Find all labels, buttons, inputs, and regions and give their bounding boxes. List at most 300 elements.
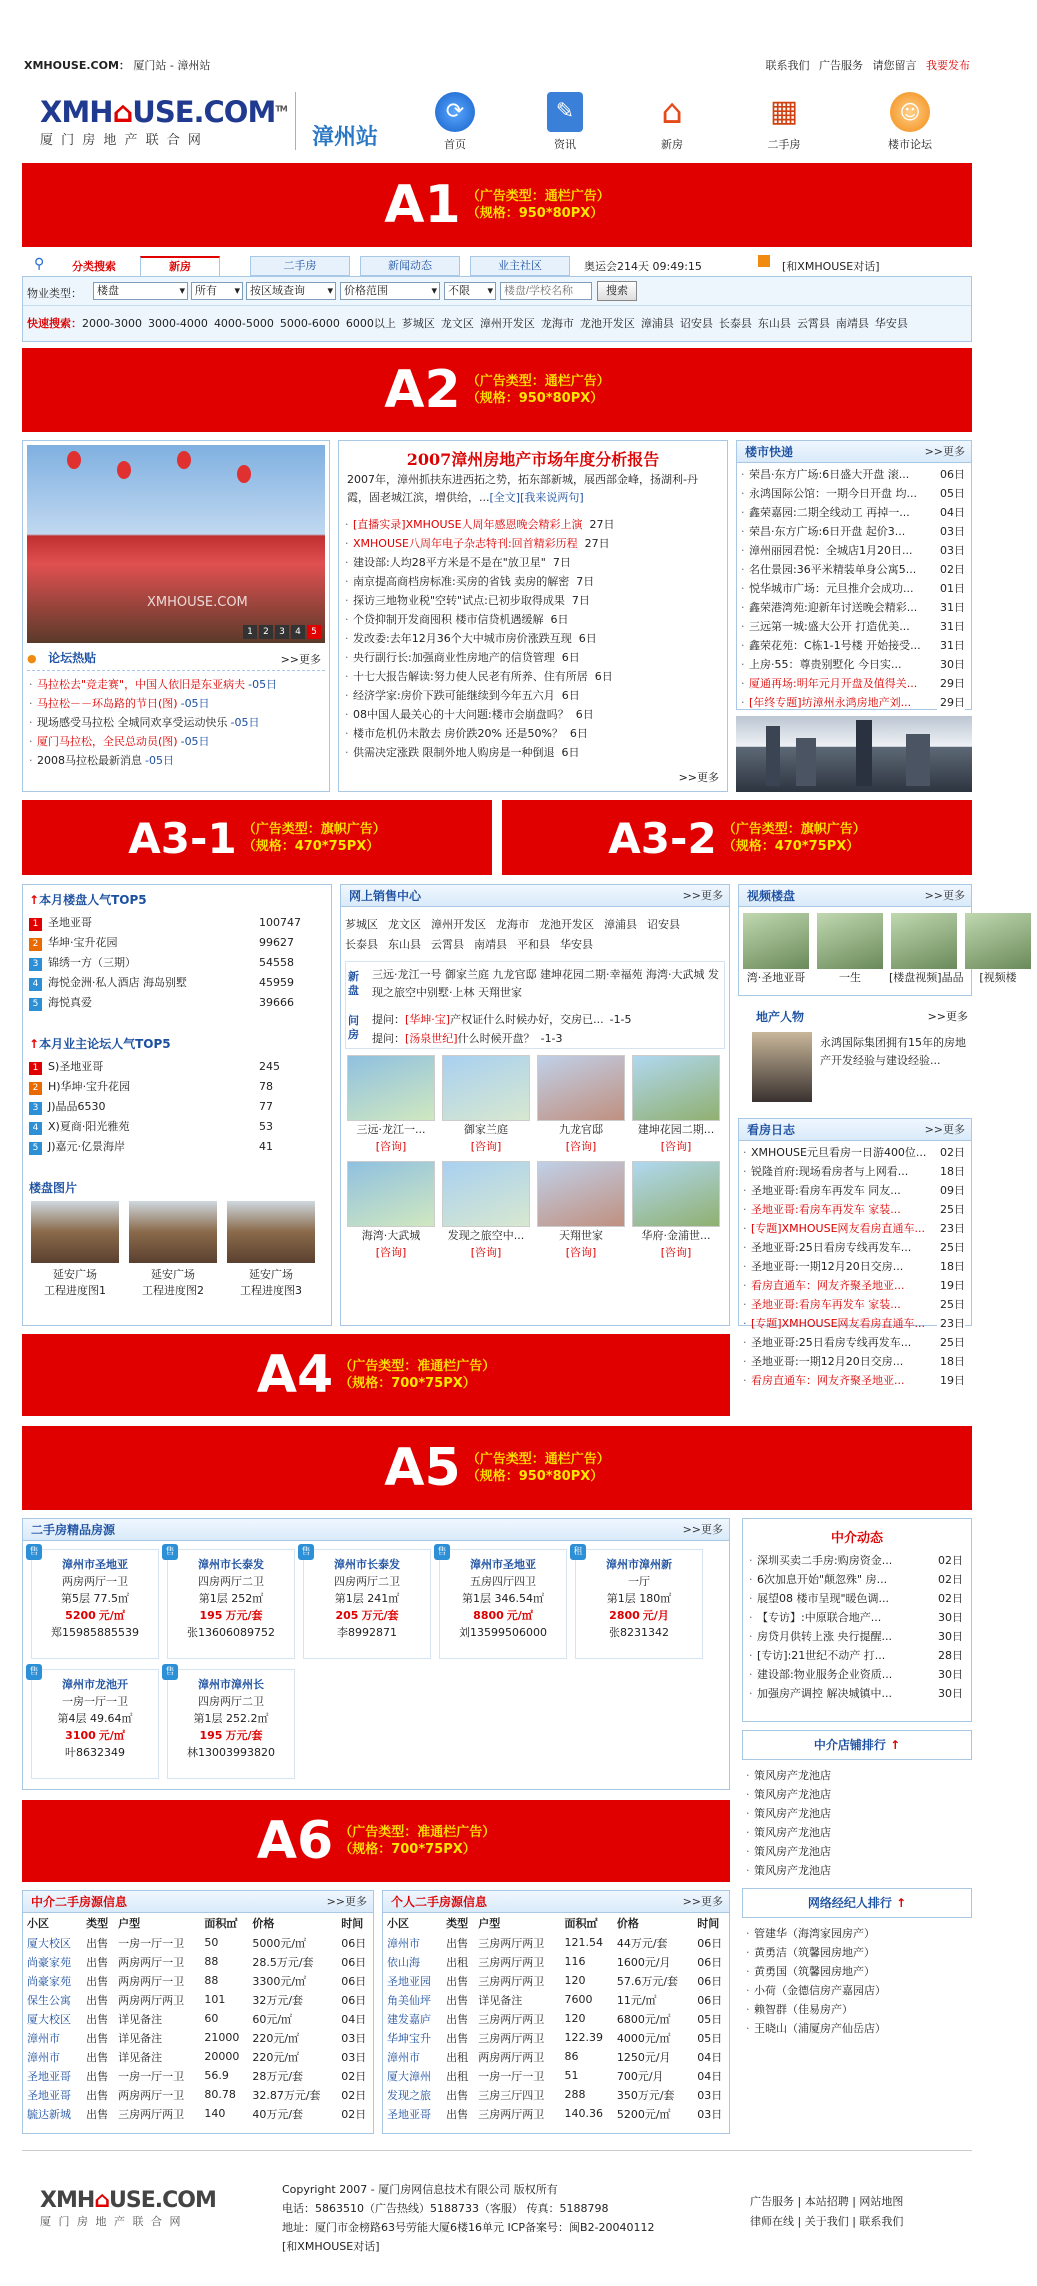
speaker-icon — [758, 255, 770, 267]
news-item-text: 建设部:人均28平方米是不是在"放卫星" — [353, 556, 546, 569]
property-card[interactable] — [345, 1161, 437, 1261]
table-row[interactable] — [383, 2085, 729, 2104]
news-item-text: 供需决定涨跌 限制外地人购房是一种倒退 — [353, 746, 555, 759]
resale-card[interactable] — [303, 1549, 431, 1659]
forum-hot-item-text: 厦门马拉松，全民总动员(图) — [37, 735, 178, 748]
diary-list — [739, 1141, 971, 1387]
table-cell: 详见备注 — [118, 2050, 163, 2064]
footer-sitemap-link[interactable]: 网站地图 — [859, 2195, 904, 2208]
video-thumb — [743, 913, 809, 969]
area-link[interactable]: 平和县 — [517, 938, 550, 951]
area-select[interactable] — [246, 282, 336, 300]
post-link[interactable]: 我要发布 — [926, 59, 970, 72]
forum-hot-item-text: 马拉松去"竞走赛"，中国人依旧是东亚病夫 — [37, 678, 246, 691]
footer-logo[interactable]: XMH⌂USE.COM 厦 门 房 地 产 联 合 网 — [40, 2188, 260, 2229]
property-consult[interactable]: [咨询] — [660, 1140, 692, 1153]
rank-number: 3 — [29, 1102, 42, 1115]
table-row[interactable] — [383, 1990, 729, 2009]
footer-contact-link[interactable]: 联系我们 — [859, 2215, 904, 2228]
broker-rank-item[interactable]: · 黄勇国（筑馨园房地产） — [744, 1962, 970, 1981]
rank-row[interactable] — [29, 933, 325, 953]
table-row[interactable] — [383, 1952, 729, 1971]
market-item[interactable] — [739, 579, 969, 598]
table-cell: 1600元/月 — [616, 1955, 671, 1969]
ad-a31-spec: （规格：470*75PX） — [242, 839, 380, 854]
forum-hot-more[interactable]: >>更多 — [280, 653, 321, 666]
table-row[interactable] — [383, 1933, 729, 1952]
focus-page-2[interactable]: 2 — [259, 625, 273, 639]
broker-rank-item[interactable]: · 赖智群（佳易房产） — [744, 2000, 970, 2019]
property-card[interactable] — [535, 1161, 627, 1261]
table-row[interactable] — [383, 2028, 729, 2047]
diary-more[interactable]: >>更多 — [924, 1123, 965, 1136]
news-item[interactable] — [343, 743, 723, 762]
photo-card[interactable] — [29, 1201, 121, 1299]
quick-link[interactable]: 龙海市 — [540, 317, 574, 330]
market-item[interactable] — [739, 655, 969, 674]
photo-caption-sub: 工程进度图2 — [142, 1284, 204, 1297]
property-consult[interactable]: [咨询] — [660, 1246, 692, 1259]
resale-card[interactable] — [439, 1549, 567, 1659]
property-card[interactable] — [440, 1055, 532, 1155]
resale-card[interactable] — [575, 1549, 703, 1659]
diary-item[interactable] — [741, 1200, 969, 1219]
diary-item-date: 25日 — [937, 1238, 965, 1257]
quick-link[interactable]: 漳浦县 — [640, 317, 674, 330]
table-cell: 03日 — [341, 2050, 367, 2064]
table-cell: 50 — [204, 1936, 219, 1949]
news-item[interactable] — [343, 534, 723, 553]
video-more[interactable]: >>更多 — [924, 889, 965, 902]
limit-select[interactable] — [444, 282, 496, 300]
focus-page-4[interactable]: 4 — [291, 625, 305, 639]
area-link[interactable]: 漳浦县 — [604, 918, 637, 931]
market-item[interactable] — [739, 636, 969, 655]
table-row[interactable] — [23, 2066, 373, 2085]
area-link[interactable]: 龙池开发区 — [539, 918, 594, 931]
table-row[interactable] — [383, 2009, 729, 2028]
news-item[interactable] — [343, 515, 723, 534]
table-cell: 厦大校区 — [27, 2012, 71, 2026]
nav-news[interactable] — [535, 92, 595, 152]
quick-link[interactable]: 云霄县 — [796, 317, 830, 330]
table-cell: 5000元/㎡ — [252, 1936, 307, 1950]
city-skyline-image — [736, 716, 972, 792]
nav-forum[interactable] — [880, 92, 940, 152]
agency-news-item[interactable] — [747, 1665, 967, 1684]
broker-rank-item[interactable]: · 王晓山（浦厦房产仙岳店） — [744, 2019, 970, 2038]
video-card[interactable] — [815, 913, 885, 987]
headline-title[interactable]: 2007漳州房地产市场年度分析报告 — [406, 450, 660, 469]
resale-card[interactable] — [31, 1549, 159, 1659]
diary-item[interactable] — [741, 1295, 969, 1314]
ad-a1[interactable] — [22, 163, 972, 247]
price-select[interactable] — [340, 282, 440, 300]
diary-item[interactable] — [741, 1333, 969, 1352]
broker-rank-item[interactable]: · 黄勇洁（筑馨园房地产） — [744, 1943, 970, 1962]
property-consult[interactable]: [咨询] — [470, 1246, 502, 1259]
logo-subtitle: 厦 门 房 地 产 联 合 网 — [40, 133, 203, 148]
ad-a3-1[interactable] — [22, 800, 492, 875]
table-cell: 56.9 — [204, 2069, 229, 2082]
table-row[interactable] — [383, 1971, 729, 1990]
news-list — [343, 515, 723, 762]
property-consult[interactable]: [咨询] — [470, 1140, 502, 1153]
table-row[interactable] — [383, 2104, 729, 2123]
news-item-date: 27日 — [587, 518, 615, 531]
table-cell: 角美仙坪 — [387, 1993, 431, 2007]
diary-item-date: 25日 — [937, 1295, 965, 1314]
ad-a4[interactable] — [22, 1334, 730, 1416]
news-item[interactable] — [343, 724, 723, 743]
table-cell: 出售 — [86, 1993, 109, 2007]
tab-resale[interactable]: 二手房 — [250, 256, 350, 276]
market-item[interactable] — [739, 541, 969, 560]
people-text[interactable]: 永鸿国际集团拥有15年的房地产开发经验与建设经验... — [820, 1036, 966, 1067]
table-cell: 101 — [204, 1993, 226, 2006]
footer-dialog-link[interactable]: [和XMHOUSE对话] — [282, 2240, 380, 2253]
forum-hot-item[interactable] — [27, 694, 325, 713]
table-header-cell: 面积㎡ — [564, 1917, 598, 1930]
area-link[interactable]: 东山县 — [388, 938, 421, 951]
diary-item[interactable] — [741, 1257, 969, 1276]
video-card[interactable] — [963, 913, 1033, 987]
ad-a2[interactable] — [22, 348, 972, 432]
quick-link[interactable]: 华安县 — [874, 317, 908, 330]
news-item[interactable] — [343, 591, 723, 610]
top-station-links[interactable]: 厦门站 - 漳州站 — [133, 59, 211, 72]
agency-news-item[interactable] — [747, 1570, 967, 1589]
video-card[interactable] — [741, 913, 811, 987]
table-row[interactable] — [23, 1933, 373, 1952]
news-item[interactable] — [343, 705, 723, 724]
video-panel — [738, 884, 1017, 996]
diary-item[interactable] — [741, 1276, 969, 1295]
area-link[interactable]: 龙文区 — [388, 918, 421, 931]
broker-rank-item[interactable]: · 小荷（金德信房产嘉园店） — [744, 1981, 970, 2000]
table-cell: 出售 — [446, 2031, 469, 2045]
area-link[interactable]: 诏安县 — [647, 918, 680, 931]
rank-number: 5 — [29, 998, 42, 1011]
property-consult[interactable]: [咨询] — [375, 1246, 407, 1259]
agency-rank-item[interactable]: · 策风房产龙池店 — [744, 1785, 970, 1804]
table-cell: 三房两厅两卫 — [478, 2012, 545, 2026]
quick-link[interactable]: 3000-4000 — [147, 317, 208, 330]
footer-ad-link[interactable]: 广告服务 — [750, 2195, 794, 2208]
agency-rank-item[interactable]: · 策风房产龙池店 — [744, 1861, 970, 1880]
footer-about-link[interactable]: 关于我们 — [804, 2215, 849, 2228]
table-cell: 7600 — [564, 1993, 593, 2006]
property-consult[interactable]: [咨询] — [375, 1140, 407, 1153]
resale-contact: 张8231342 — [609, 1626, 669, 1639]
property-name: 九龙官邸 — [559, 1123, 603, 1136]
rank-row[interactable] — [29, 1117, 325, 1137]
agency-news-item[interactable] — [747, 1646, 967, 1665]
table-cell: 两房两厅两卫 — [478, 2050, 545, 2064]
person-photo[interactable] — [752, 1032, 812, 1102]
agency-rank-item[interactable]: · 策风房产龙池店 — [744, 1766, 970, 1785]
ask-item[interactable] — [372, 1029, 722, 1048]
scope-select[interactable] — [191, 282, 243, 300]
agency-news-item-date: 30日 — [935, 1684, 963, 1703]
tab-news[interactable]: 新闻动态 — [360, 256, 460, 276]
table-cell: 06日 — [697, 1974, 723, 1988]
contact-link[interactable]: 联系我们 — [765, 59, 810, 72]
quick-link[interactable]: 6000以上 — [345, 317, 396, 330]
video-card[interactable] — [889, 913, 964, 987]
quick-link[interactable]: 龙池开发区 — [579, 317, 635, 330]
table-row[interactable] — [23, 2047, 373, 2066]
news-item[interactable] — [343, 648, 723, 667]
arrow-up-icon: ↑ — [29, 893, 40, 907]
news-more[interactable]: >>更多 — [678, 771, 719, 784]
focus-page-1[interactable]: 1 — [243, 625, 257, 639]
diary-item-text: 看房直通车：网友齐聚圣地亚... — [751, 1279, 905, 1292]
quick-link[interactable]: 4000-5000 — [213, 317, 274, 330]
diary-item[interactable] — [741, 1371, 969, 1390]
dialog-link[interactable]: [和XMHOUSE对话] — [782, 260, 880, 273]
property-consult[interactable]: [咨询] — [565, 1140, 597, 1153]
table-row[interactable] — [23, 2028, 373, 2047]
agency-news-item[interactable] — [747, 1627, 967, 1646]
table-row[interactable] — [383, 2047, 729, 2066]
quick-link[interactable]: 诏安县 — [679, 317, 713, 330]
market-item[interactable] — [739, 465, 969, 484]
diary-item-date: 09日 — [937, 1181, 965, 1200]
area-link[interactable]: 漳州开发区 — [431, 918, 486, 931]
diary-item[interactable] — [741, 1352, 969, 1371]
ad-a6[interactable] — [22, 1800, 730, 1882]
area-link[interactable]: 华安县 — [560, 938, 593, 951]
quick-link[interactable]: 5000-6000 — [279, 317, 340, 330]
table-cell: 06日 — [341, 1993, 367, 2007]
focus-image[interactable] — [27, 445, 325, 643]
market-item[interactable] — [739, 560, 969, 579]
property-card[interactable] — [630, 1161, 722, 1261]
photo-thumb — [129, 1201, 217, 1263]
table-cell: 1250元/月 — [616, 2050, 671, 2064]
diary-item[interactable] — [741, 1162, 969, 1181]
search-input[interactable] — [500, 282, 592, 300]
resale-location: 漳州市龙池开 — [62, 1678, 128, 1691]
news-item[interactable] — [343, 572, 723, 591]
table-cell: 出租 — [446, 1955, 469, 1969]
table-row[interactable] — [23, 1971, 373, 1990]
photo-card[interactable] — [225, 1201, 317, 1299]
nav-resale[interactable] — [754, 92, 814, 152]
quick-link[interactable]: 南靖县 — [835, 317, 869, 330]
forum-hot-item[interactable] — [27, 675, 325, 694]
resale-location: 漳州市圣地亚 — [62, 1558, 128, 1571]
agency-rank-item[interactable]: · 策风房产龙池店 — [744, 1823, 970, 1842]
personal-listing-table — [383, 1913, 729, 2123]
table-cell: 06日 — [341, 1974, 367, 1988]
focus-page-5[interactable]: 5 — [307, 625, 321, 639]
broker-rank-item[interactable]: · 管建华（海湾家园房产） — [744, 1924, 970, 1943]
resale-more[interactable]: >>更多 — [682, 1523, 723, 1536]
headline-full-link[interactable]: [全文] — [489, 491, 521, 504]
rank-row[interactable] — [29, 1057, 325, 1077]
rank-row[interactable] — [29, 1137, 325, 1157]
property-select[interactable] — [93, 282, 188, 300]
property-card[interactable] — [345, 1055, 437, 1155]
agency-news-item[interactable] — [747, 1589, 967, 1608]
diary-item[interactable] — [741, 1219, 969, 1238]
ad-a5-type: （广告类型：通栏广告） — [466, 1452, 610, 1467]
headline-comment-link[interactable]: [我来说两句] — [520, 491, 584, 504]
market-item[interactable] — [739, 693, 969, 712]
agency-rank-item[interactable]: · 策风房产龙池店 — [744, 1804, 970, 1823]
quick-link[interactable]: 东山县 — [757, 317, 791, 330]
market-item-text: 三远第一城:盛大公开 打造优美... — [749, 620, 910, 633]
nav-newhouse[interactable] — [642, 92, 702, 152]
ad-a5[interactable] — [22, 1426, 972, 1510]
resale-location: 漳州市圣地亚 — [470, 1558, 536, 1571]
agency-news-item[interactable] — [747, 1608, 967, 1627]
market-item-date: 02日 — [937, 560, 965, 579]
resale-card[interactable] — [31, 1669, 159, 1779]
property-consult[interactable]: [咨询] — [565, 1246, 597, 1259]
rank-row[interactable] — [29, 913, 325, 933]
price-select-value: 价格范围 — [344, 284, 388, 297]
agent-listing-table — [23, 1913, 373, 2123]
diary-item-text: [专题]XMHOUSE网友看房直通车... — [751, 1317, 926, 1330]
market-item[interactable] — [739, 674, 969, 693]
market-item[interactable] — [739, 522, 969, 541]
rank-row[interactable] — [29, 973, 325, 993]
diary-item-text: 圣地亚哥:一期12月20日交房... — [751, 1355, 904, 1368]
resale-type: 五房四厅四卫 — [470, 1575, 536, 1588]
market-item[interactable] — [739, 617, 969, 636]
forum-hot-item[interactable] — [27, 732, 325, 751]
property-card[interactable] — [630, 1055, 722, 1155]
agent-listing-more[interactable]: >>更多 — [326, 1895, 367, 1908]
diary-item[interactable] — [741, 1181, 969, 1200]
market-item[interactable] — [739, 484, 969, 503]
area-link[interactable]: 龙海市 — [496, 918, 529, 931]
personal-listing-more[interactable]: >>更多 — [682, 1895, 723, 1908]
diary-item[interactable] — [741, 1314, 969, 1333]
ask-label: 问房 — [348, 1014, 359, 1041]
home-refresh-icon: ⟳ — [435, 92, 475, 132]
quick-link[interactable]: 长泰县 — [718, 317, 752, 330]
table-cell: 出租 — [446, 2069, 469, 2083]
ad-a2-spec: （规格：950*80PX） — [466, 391, 604, 406]
agency-news-item-date: 02日 — [935, 1570, 963, 1589]
news-item[interactable] — [343, 686, 723, 705]
news-item[interactable] — [343, 553, 723, 572]
market-item[interactable] — [739, 598, 969, 617]
online-more[interactable]: >>更多 — [682, 889, 723, 902]
footer-logo-b: USE.COM — [109, 2188, 216, 2213]
search-button[interactable]: 搜索 — [597, 281, 637, 301]
footer-lawyer-link[interactable]: 律师在线 — [750, 2215, 794, 2228]
market-item[interactable] — [739, 503, 969, 522]
forum-hot-item[interactable] — [27, 713, 325, 732]
quick-link[interactable]: 2000-3000 — [82, 317, 142, 330]
resale-unit: 万元/套 — [225, 1609, 263, 1622]
property-card[interactable] — [535, 1055, 627, 1155]
diary-item[interactable] — [741, 1143, 969, 1162]
table-cell: 06日 — [341, 1936, 367, 1950]
rank-row[interactable] — [29, 1077, 325, 1097]
site-logo[interactable]: XMH⌂USE.COM™ 厦 门 房 地 产 联 合 网 — [40, 95, 287, 148]
table-row[interactable] — [23, 1990, 373, 2009]
table-cell: 厦大校区 — [27, 1936, 71, 1950]
agency-rank-item[interactable]: · 策风房产龙池店 — [744, 1842, 970, 1861]
resale-price: 5200 — [65, 1609, 96, 1622]
tab-community[interactable]: 业主社区 — [470, 256, 570, 276]
table-cell: 05日 — [697, 2031, 723, 2045]
quick-link[interactable]: 龙文区 — [440, 317, 474, 330]
table-row[interactable] — [23, 2104, 373, 2123]
news-notepad-icon: ✎ — [547, 92, 583, 132]
forum-hot-header — [27, 649, 325, 671]
property-card[interactable] — [440, 1161, 532, 1261]
table-row[interactable] — [23, 2085, 373, 2104]
agency-news-item[interactable] — [747, 1551, 967, 1570]
focus-page-3[interactable]: 3 — [275, 625, 289, 639]
ad-a3-2[interactable] — [502, 800, 972, 875]
area-link[interactable]: 云霄县 — [431, 938, 464, 951]
area-link[interactable]: 芗城区 — [345, 918, 378, 931]
resale-card[interactable] — [167, 1669, 295, 1779]
ask-item[interactable] — [372, 1010, 722, 1029]
news-item[interactable] — [343, 629, 723, 648]
quick-link[interactable]: 漳州开发区 — [479, 317, 535, 330]
chevron-down-icon: ▾ — [179, 284, 185, 297]
table-row[interactable] — [23, 2009, 373, 2028]
agency-news-item[interactable] — [747, 1684, 967, 1703]
people-more[interactable]: >>更多 — [927, 1010, 968, 1023]
rank-row[interactable] — [29, 953, 325, 973]
ad-a31-name: A3-1 — [128, 813, 237, 863]
new-props[interactable]: 三远·龙江一号 御家兰庭 九龙官邸 建坤花园二期·幸福苑 海湾·大武城 发现之旅空中别墅·上林 天翔世家 — [372, 968, 719, 999]
rank-row[interactable] — [29, 1097, 325, 1117]
ad-service-link[interactable]: 广告服务 — [819, 59, 863, 72]
diary-item[interactable] — [741, 1238, 969, 1257]
nav-home[interactable] — [425, 92, 485, 152]
table-row[interactable] — [383, 2066, 729, 2085]
table-row[interactable] — [23, 1952, 373, 1971]
arrow-up-icon: ↑ — [896, 1896, 907, 1910]
news-item[interactable] — [343, 667, 723, 686]
resale-card[interactable] — [167, 1549, 295, 1659]
tab-newhouse[interactable]: 新房 — [140, 256, 220, 276]
footer-address: 地址：厦门市金榜路63号劳能大厦6楼16单元 ICP备案号：闽B2-20040112 — [282, 2221, 655, 2234]
table-cell: 两房两厅一卫 — [118, 2088, 185, 2102]
ad-a6-type: （广告类型：准通栏广告） — [339, 1825, 496, 1840]
footer-jobs-link[interactable]: 本站招聘 — [804, 2195, 849, 2208]
area-link[interactable]: 南靖县 — [474, 938, 507, 951]
focus-watermark: XMHOUSE.COM — [147, 595, 248, 610]
news-item[interactable] — [343, 610, 723, 629]
quick-link[interactable]: 芗城区 — [401, 317, 435, 330]
area-link[interactable]: 长泰县 — [345, 938, 378, 951]
table-header-cell: 价格 — [616, 1917, 639, 1930]
ask-tag: [汤泉世纪] — [405, 1032, 458, 1045]
focus-panel — [22, 440, 330, 792]
rank-row[interactable] — [29, 993, 325, 1013]
photo-card[interactable] — [127, 1201, 219, 1299]
photo-thumb — [31, 1201, 119, 1263]
forum-hot-item[interactable] — [27, 751, 325, 770]
message-link[interactable]: 请您留言 — [872, 59, 917, 72]
agency-news-item-text: 建设部:物业服务企业资质... — [757, 1668, 893, 1681]
table-cell: 04日 — [697, 2069, 723, 2083]
top5-panel — [22, 884, 332, 1326]
market-more[interactable]: >>更多 — [924, 445, 965, 458]
